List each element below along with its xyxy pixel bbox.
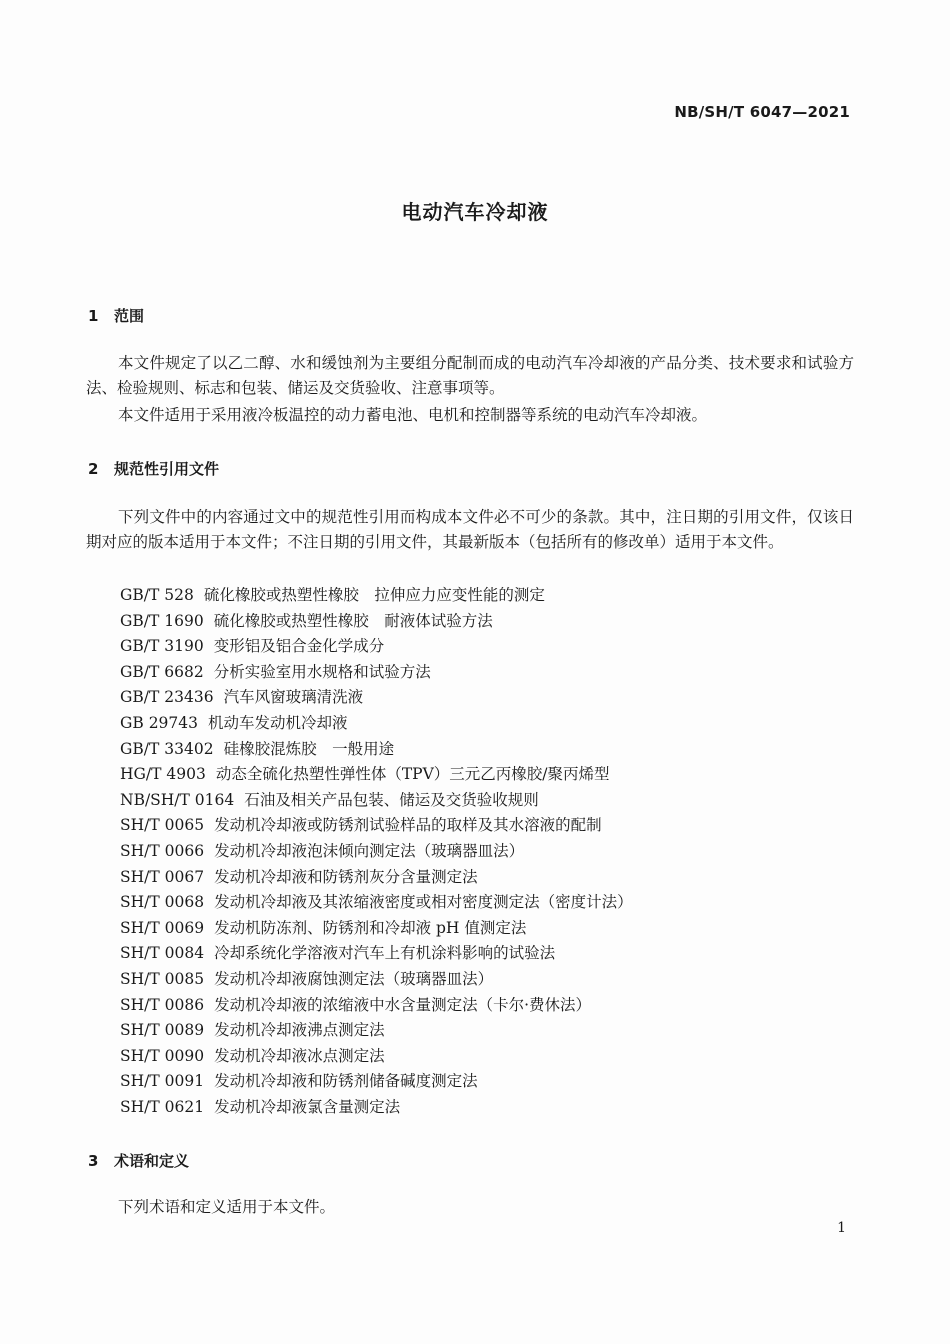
reference-item: [120, 762, 633, 788]
reference-item: [120, 1095, 633, 1121]
reference-item: [120, 941, 633, 967]
reference-code: HG/T 4903: [120, 765, 206, 784]
section-2-heading: [88, 458, 219, 479]
reference-title: 发动机冷却液及其浓缩液密度或相对密度测定法（密度计法）: [214, 893, 633, 912]
section-number: 3: [88, 1152, 99, 1170]
reference-title: 冷却系统化学溶液对汽车上有机涂料影响的试验法: [214, 944, 556, 963]
section-number: 1: [88, 307, 99, 325]
section-1-heading: [88, 305, 144, 326]
reference-item: [120, 839, 633, 865]
reference-code: SH/T 0089: [120, 1021, 205, 1040]
section-number: 2: [88, 460, 99, 478]
reference-title: 发动机防冻剂、防锈剂和冷却液 pH 值测定法: [214, 918, 527, 937]
reference-code: GB 29743: [120, 713, 199, 732]
reference-title: 动态全硫化热塑性弹性体（TPV）三元乙丙橡胶/聚丙烯型: [215, 765, 610, 784]
section-title: 规范性引用文件: [114, 460, 220, 478]
reference-item: [120, 890, 633, 916]
document-title: 电动汽车冷却液: [401, 200, 549, 224]
reference-item: [120, 737, 633, 763]
reference-title: 汽车风窗玻璃清洗液: [223, 688, 364, 707]
reference-item: [120, 583, 633, 609]
scope-paragraph-1: 本文件规定了以乙二醇、水和缓蚀剂为主要组分配制而成的电动汽车冷却液的产品分类、技术要求和试验方法、检验规则、标志和包装、储运及交货验收、注意事项等。: [86, 354, 854, 397]
references-intro: 下列文件中的内容通过文中的规范性引用而构成本文件必不可少的条款。其中，注日期的引用文件，仅该日期对应的版本适用于本文件；不注日期的引用文件，其最新版本（包括所有的修改单）适用于本文件。: [86, 508, 854, 551]
reference-title: 分析实验室用水规格和试验方法: [213, 662, 431, 681]
reference-code: SH/T 0066: [120, 841, 205, 860]
reference-code: SH/T 0067: [120, 867, 205, 886]
reference-title: 硅橡胶混炼胶 一般用途: [223, 739, 395, 758]
reference-item: [120, 609, 633, 635]
section-title: 范围: [114, 307, 145, 325]
reference-title: 发动机冷却液氯含量测定法: [214, 1097, 401, 1116]
reference-code: GB/T 1690: [120, 611, 204, 630]
reference-code: GB/T 528: [120, 586, 194, 604]
reference-code: SH/T 0068: [120, 893, 205, 912]
reference-item: [120, 711, 633, 737]
reference-code: SH/T 0621: [120, 1097, 205, 1116]
terms-intro: 下列术语和定义适用于本文件。: [118, 1198, 336, 1216]
reference-item: [120, 634, 633, 660]
reference-code: SH/T 0084: [120, 944, 205, 963]
reference-item: [120, 967, 633, 993]
reference-item: [120, 813, 633, 839]
reference-title: 变形铝及铝合金化学成分: [213, 637, 385, 656]
reference-title: 发动机冷却液和防锈剂储备碱度测定法: [214, 1072, 478, 1091]
reference-item: [120, 660, 633, 686]
reference-code: SH/T 0065: [120, 816, 205, 835]
reference-title: 发动机冷却液泡沫倾向测定法（玻璃器皿法）: [214, 841, 525, 860]
reference-title: 发动机冷却液或防锈剂试验样品的取样及其水溶液的配制: [214, 816, 602, 835]
reference-code: GB/T 6682: [120, 662, 204, 681]
reference-title: 机动车发动机冷却液: [208, 713, 348, 732]
reference-code: NB/SH/T 0164: [120, 790, 235, 809]
reference-item: [120, 993, 633, 1019]
reference-title: 硫化橡胶或热塑性橡胶 耐液体试验方法: [213, 611, 493, 630]
reference-item: [120, 1069, 633, 1095]
page-number: 1: [837, 1220, 846, 1236]
reference-title: 硫化橡胶或热塑性橡胶 拉伸应力应变性能的测定: [203, 586, 545, 604]
reference-list: [120, 583, 633, 1120]
section-title: 术语和定义: [114, 1152, 190, 1170]
reference-code: SH/T 0090: [120, 1046, 205, 1065]
reference-title: 发动机冷却液腐蚀测定法（玻璃器皿法）: [214, 969, 494, 988]
reference-title: 发动机冷却液冰点测定法: [214, 1046, 385, 1065]
reference-item: [120, 788, 633, 814]
reference-code: SH/T 0091: [120, 1072, 205, 1091]
reference-title: 发动机冷却液的浓缩液中水含量测定法（卡尔·费休法）: [214, 995, 592, 1014]
reference-title: 发动机冷却液沸点测定法: [214, 1021, 385, 1040]
reference-code: SH/T 0086: [120, 995, 205, 1014]
reference-title: 发动机冷却液和防锈剂灰分含量测定法: [214, 867, 478, 886]
reference-code: SH/T 0069: [120, 918, 205, 937]
reference-code: GB/T 3190: [120, 637, 204, 656]
section-3-heading: [88, 1150, 189, 1171]
scope-paragraph-2: 本文件适用于采用液冷板温控的动力蓄电池、电机和控制器等系统的电动汽车冷却液。: [118, 406, 708, 424]
reference-code: GB/T 23436: [120, 688, 214, 707]
reference-item: [120, 1018, 633, 1044]
reference-item: [120, 865, 633, 891]
reference-item: [120, 1044, 633, 1070]
standard-code: NB/SH/T 6047—2021: [674, 103, 850, 121]
reference-code: GB/T 33402: [120, 739, 214, 758]
reference-item: [120, 685, 633, 711]
reference-item: [120, 916, 633, 942]
reference-code: SH/T 0085: [120, 969, 205, 988]
reference-title: 石油及相关产品包装、储运及交货验收规则: [244, 790, 539, 809]
